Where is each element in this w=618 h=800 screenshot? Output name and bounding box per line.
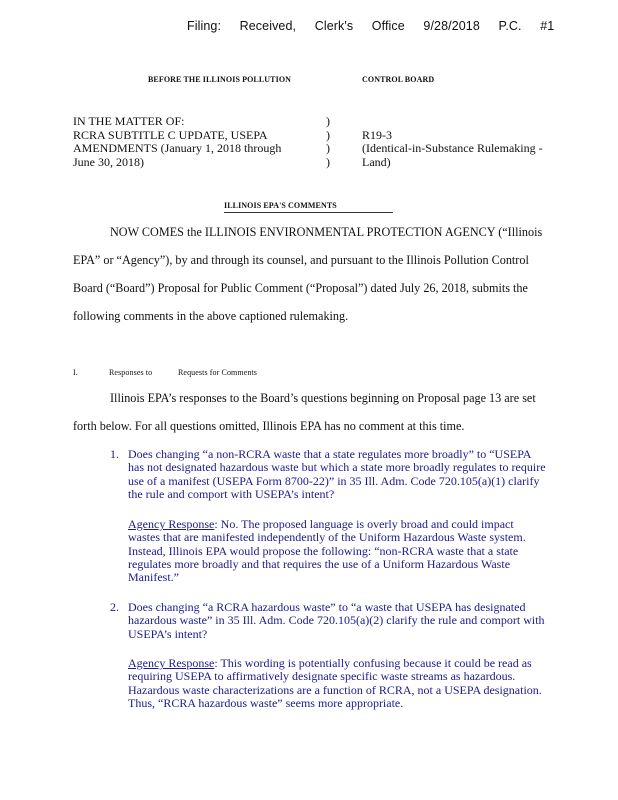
question-line: has not designated hazardous waste but which a state more broadly regulates to require [128, 460, 546, 475]
office-label: Office [371, 19, 405, 33]
section-numeral: I. [73, 368, 78, 377]
response-2 [128, 657, 542, 710]
caption-paren: ) [326, 154, 330, 169]
docket-number: R19-3 [362, 127, 392, 142]
response-line: : No. The proposed language is overly broad and could impact [214, 517, 514, 531]
pc-label: P.C. [498, 19, 522, 33]
caption-line: AMENDMENTS (January 1, 2018 through [73, 141, 282, 155]
question-2 [128, 601, 545, 641]
question-line: Does changing “a non-RCRA waste that a state regulates more broadly” to “USEPA [128, 447, 532, 461]
response-line: wastes that are manifested independently of the Uniform Hazardous Waste system. [128, 530, 526, 545]
caption-parens [326, 115, 330, 169]
response-line: requiring USEPA to affirmatively designate specific waste streams as hazardous. [128, 669, 516, 684]
court-heading-right: CONTROL BOARD [362, 75, 435, 84]
item-number: 1. [110, 447, 119, 461]
clerks-label: Clerk's [314, 19, 354, 33]
caption-line: IN THE MATTER OF: [73, 114, 185, 128]
caption-paren: ) [326, 141, 330, 155]
question-1 [128, 448, 546, 501]
filing-stamp [187, 19, 569, 33]
question-line: use of a manifest (USEPA Form 8700-22)” in 35 Ill. Adm. Code 720.105(a)(1) clarify [128, 473, 540, 488]
pc-number: #1 [540, 19, 555, 33]
question-line: USEPA’s intent? [128, 626, 208, 641]
section-title-a: Responses to [109, 368, 153, 377]
intro-line: NOW COMES the ILLINOIS ENVIRONMENTAL PROTECTION AGENCY (“Illinois [110, 225, 543, 239]
question-line: Does changing “a RCRA hazardous waste” to “a waste that USEPA has designated [128, 600, 526, 614]
intro-line: following comments in the above captioned rulemaking. [73, 309, 349, 323]
caption-line: Land) [362, 154, 391, 169]
filing-label: Filing: [187, 19, 222, 33]
caption-paren: ) [326, 114, 330, 128]
response-line: Thus, “RCRA hazardous waste” seems more appropriate. [128, 695, 404, 710]
response-line: regulates more broadly and that requires the use of a Uniform Hazardous Waste [128, 556, 511, 571]
intro-line: Board (“Board”) Proposal for Public Comment (“Proposal”) dated July 26, 2018, submits the [73, 281, 528, 295]
filing-date: 9/28/2018 [423, 19, 480, 33]
section-line: forth below. For all questions omitted, Illinois EPA has no comment at this time. [73, 419, 465, 433]
received-label: Received, [239, 19, 297, 33]
caption-line: RCRA SUBTITLE C UPDATE, USEPA [73, 127, 268, 142]
item-number: 2. [110, 600, 119, 614]
caption-line: (Identical-in-Substance Rulemaking - [362, 141, 543, 155]
question-line: the rule and comport with USEPA’s intent? [128, 486, 335, 501]
title-underline [224, 212, 393, 213]
section-title-b: Requests for Comments [178, 368, 257, 377]
caption-right [362, 129, 543, 170]
response-1 [128, 518, 526, 584]
response-line: Hazardous waste characterizations are a function of RCRA, not a USEPA designation. [128, 682, 542, 697]
intro-line: EPA” or “Agency”), by and through its counsel, and pursuant to the Illinois Pollution Control [73, 253, 529, 267]
response-line: Instead, Illinois EPA would propose the following: “non-RCRA waste that a state [128, 543, 519, 558]
response-line: Manifest.” [128, 570, 179, 585]
response-line: : This wording is potentially confusing because it could be read as [214, 656, 532, 670]
caption-paren: ) [326, 127, 330, 142]
caption-left [73, 115, 281, 169]
caption-line: June 30, 2018) [73, 154, 144, 169]
section-line: Illinois EPA’s responses to the Board’s questions beginning on Proposal page 13 are set [110, 391, 536, 405]
response-label: Agency Response [128, 656, 215, 670]
document-title: ILLINOIS EPA'S COMMENTS [224, 201, 337, 210]
court-heading-left: BEFORE THE ILLINOIS POLLUTION [148, 75, 292, 84]
response-label: Agency Response [128, 517, 215, 531]
question-line: hazardous waste” in 35 Ill. Adm. Code 720.105(a)(2) clarify the rule and comport with [128, 613, 545, 628]
